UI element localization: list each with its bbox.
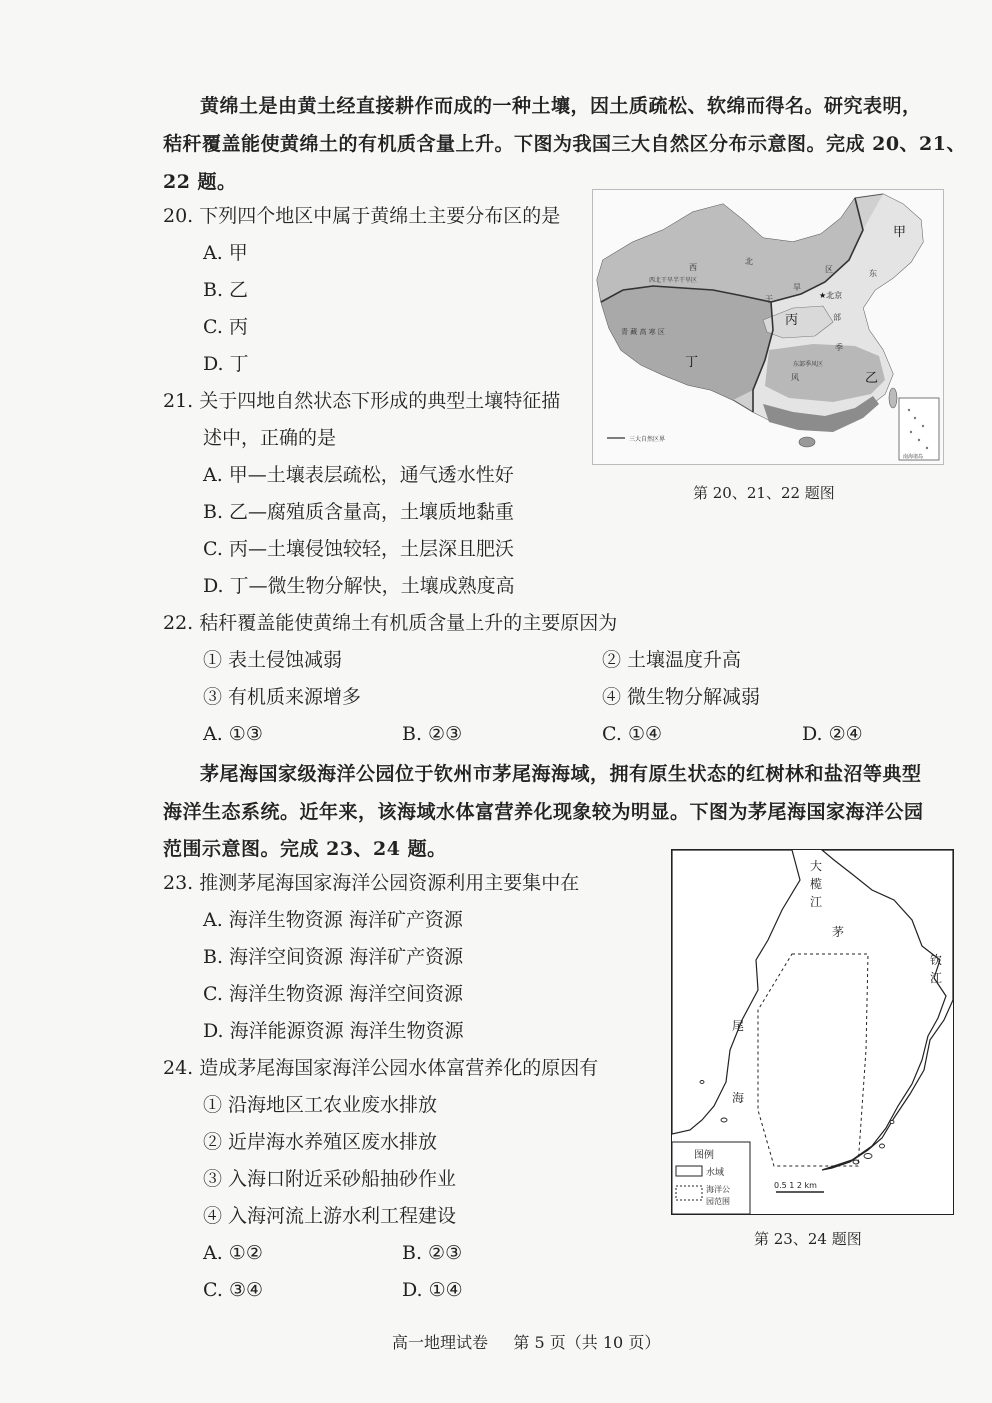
q23-option-b: B. 海洋空间资源 海洋矿产资源 — [203, 946, 464, 968]
figure2-caption: 第 23、24 题图 — [754, 1230, 862, 1248]
label-ji: 季 — [835, 343, 843, 352]
q21-option-d: D. 丁—微生物分解快，土壤成熟度高 — [203, 575, 515, 597]
label-region-qz: 青 藏 高 寒 区 — [621, 328, 665, 336]
label-legend: 三大自然区界 — [629, 436, 666, 443]
q20-option-a: A. 甲 — [203, 242, 248, 264]
q22-option-c: C. ①④ — [602, 723, 663, 745]
label-qin: 钦 — [930, 953, 943, 967]
label-han: 旱 — [793, 283, 801, 292]
park-boundary — [758, 954, 868, 1166]
q24-option-d: D. ①④ — [402, 1279, 463, 1301]
label-mao: 茅 — [832, 925, 845, 939]
maowei-map-svg — [672, 850, 953, 1214]
legend-water-swatch — [676, 1166, 702, 1176]
label-region-nw: 西北干旱半干旱区 — [649, 277, 698, 284]
east-land — [822, 850, 953, 1170]
q21-option-a: A. 甲—土壤表层疏松，通气透水性好 — [203, 464, 514, 486]
label-da: 大 — [810, 859, 823, 873]
q23-stem: 23. 推测茅尾海国家海洋公园资源利用主要集中在 — [163, 872, 580, 894]
label-bing: 丙 — [785, 313, 799, 328]
legend-title: 图例 — [694, 1150, 714, 1161]
q24-item-3: ③ 入海口附近采砂船抽砂作业 — [203, 1168, 457, 1190]
label-feng: 风 — [791, 373, 799, 382]
label-south-sea: 南海诸岛 — [903, 454, 924, 460]
legend-park-swatch — [676, 1186, 702, 1200]
china-regions-map — [592, 189, 944, 465]
south-sea-inset — [899, 398, 939, 460]
maowei-sea-map — [671, 849, 954, 1215]
q23-option-d: D. 海洋能源资源 海洋生物资源 — [203, 1020, 464, 1042]
q22-stem: 22. 秸秆覆盖能使黄绵土有机质含量上升的主要原因为 — [163, 612, 618, 634]
label-jiang2: 江 — [930, 971, 943, 985]
intro1-line1: 黄绵土是由黄土经直接耕作而成的一种土壤，因土质疏松、软绵而得名。研究表明， — [200, 95, 922, 117]
q22-option-b: B. ②③ — [402, 723, 463, 745]
label-ding: 丁 — [685, 355, 699, 370]
label-jia: 甲 — [893, 225, 907, 240]
label-region-east: 东部季风区 — [793, 361, 824, 368]
q24-option-c: C. ③④ — [203, 1279, 264, 1301]
page-footer: 高一地理试卷 第 5 页（共 10 页） — [392, 1333, 661, 1352]
q22-option-a: A. ①③ — [203, 723, 263, 745]
q24-option-a: A. ①② — [203, 1242, 263, 1264]
q24-stem: 24. 造成茅尾海国家海洋公园水体富营养化的原因有 — [163, 1057, 599, 1079]
china-map-svg — [593, 190, 943, 464]
legend-water-label: 水域 — [706, 1168, 725, 1178]
q20-stem: 20. 下列四个地区中属于黄绵土主要分布区的是 — [163, 205, 561, 227]
legend-park-label-2: 园范围 — [706, 1197, 730, 1206]
q24-item-1: ① 沿海地区工农业废水排放 — [203, 1094, 438, 1116]
q21-option-b: B. 乙—腐殖质含量高，土壤质地黏重 — [203, 501, 515, 523]
label-wei: 尾 — [732, 1019, 745, 1033]
q20-option-b: B. 乙 — [203, 279, 249, 301]
q21-option-c: C. 丙—土壤侵蚀较轻，土层深且肥沃 — [203, 538, 514, 560]
intro2-line2: 海洋生态系统。近年来，该海域水体富营养化现象较为明显。下图为茅尾海国家海洋公园 — [163, 801, 924, 823]
q23-option-c: C. 海洋生物资源 海洋空间资源 — [203, 983, 463, 1005]
label-jiang1: 江 — [810, 895, 823, 909]
intro2-line1: 茅尾海国家级海洋公园位于钦州市茅尾海海域，拥有原生状态的红树林和盐沼等典型 — [200, 763, 922, 785]
q20-option-d: D. 丁 — [203, 353, 249, 375]
intro1-line2: 秸秆覆盖能使黄绵土的有机质含量上升。下图为我国三大自然区分布示意图。完成 20、21、 — [163, 133, 966, 155]
legend-park-label-1: 海洋公 — [706, 1185, 730, 1194]
label-bei: 北 — [745, 257, 753, 266]
q22-item-2: ② 土壤温度升高 — [602, 649, 742, 671]
q24-item-2: ② 近岸海水养殖区废水排放 — [203, 1131, 438, 1153]
hainan-island — [799, 437, 815, 447]
q22-item-1: ① 表土侵蚀减弱 — [203, 649, 343, 671]
q20-option-c: C. 丙 — [203, 316, 248, 338]
q22-option-d: D. ②④ — [802, 723, 863, 745]
label-hai: 海 — [732, 1091, 745, 1105]
q24-option-b: B. ②③ — [402, 1242, 463, 1264]
label-bu: 部 — [833, 313, 841, 322]
taiwan-island — [889, 388, 897, 408]
q23-option-a: A. 海洋生物资源 海洋矿产资源 — [203, 909, 463, 931]
q24-item-4: ④ 入海河流上游水利工程建设 — [203, 1205, 457, 1227]
label-beijing: ★北京 — [819, 291, 843, 300]
figure1-caption: 第 20、21、22 题图 — [693, 484, 835, 502]
qinghai-tibet-region — [601, 286, 773, 400]
label-xi: 西 — [689, 263, 697, 272]
q21-stem-line1: 21. 关于四地自然状态下形成的典型土壤特征描 — [163, 390, 561, 412]
scale-label: 0.5 1 2 km — [774, 1181, 817, 1190]
label-lan: 榄 — [810, 877, 823, 891]
label-gan: 干 — [765, 295, 773, 304]
q22-item-3: ③ 有机质来源增多 — [203, 686, 362, 708]
intro2-line3: 范围示意图。完成 23、24 题。 — [163, 838, 447, 860]
q21-stem-line2: 述中，正确的是 — [203, 427, 337, 449]
label-qu: 区 — [825, 265, 833, 274]
intro1-line3: 22 题。 — [163, 171, 237, 193]
label-dong: 东 — [869, 269, 877, 278]
label-yi: 乙 — [865, 371, 879, 386]
q22-item-4: ④ 微生物分解减弱 — [602, 686, 761, 708]
